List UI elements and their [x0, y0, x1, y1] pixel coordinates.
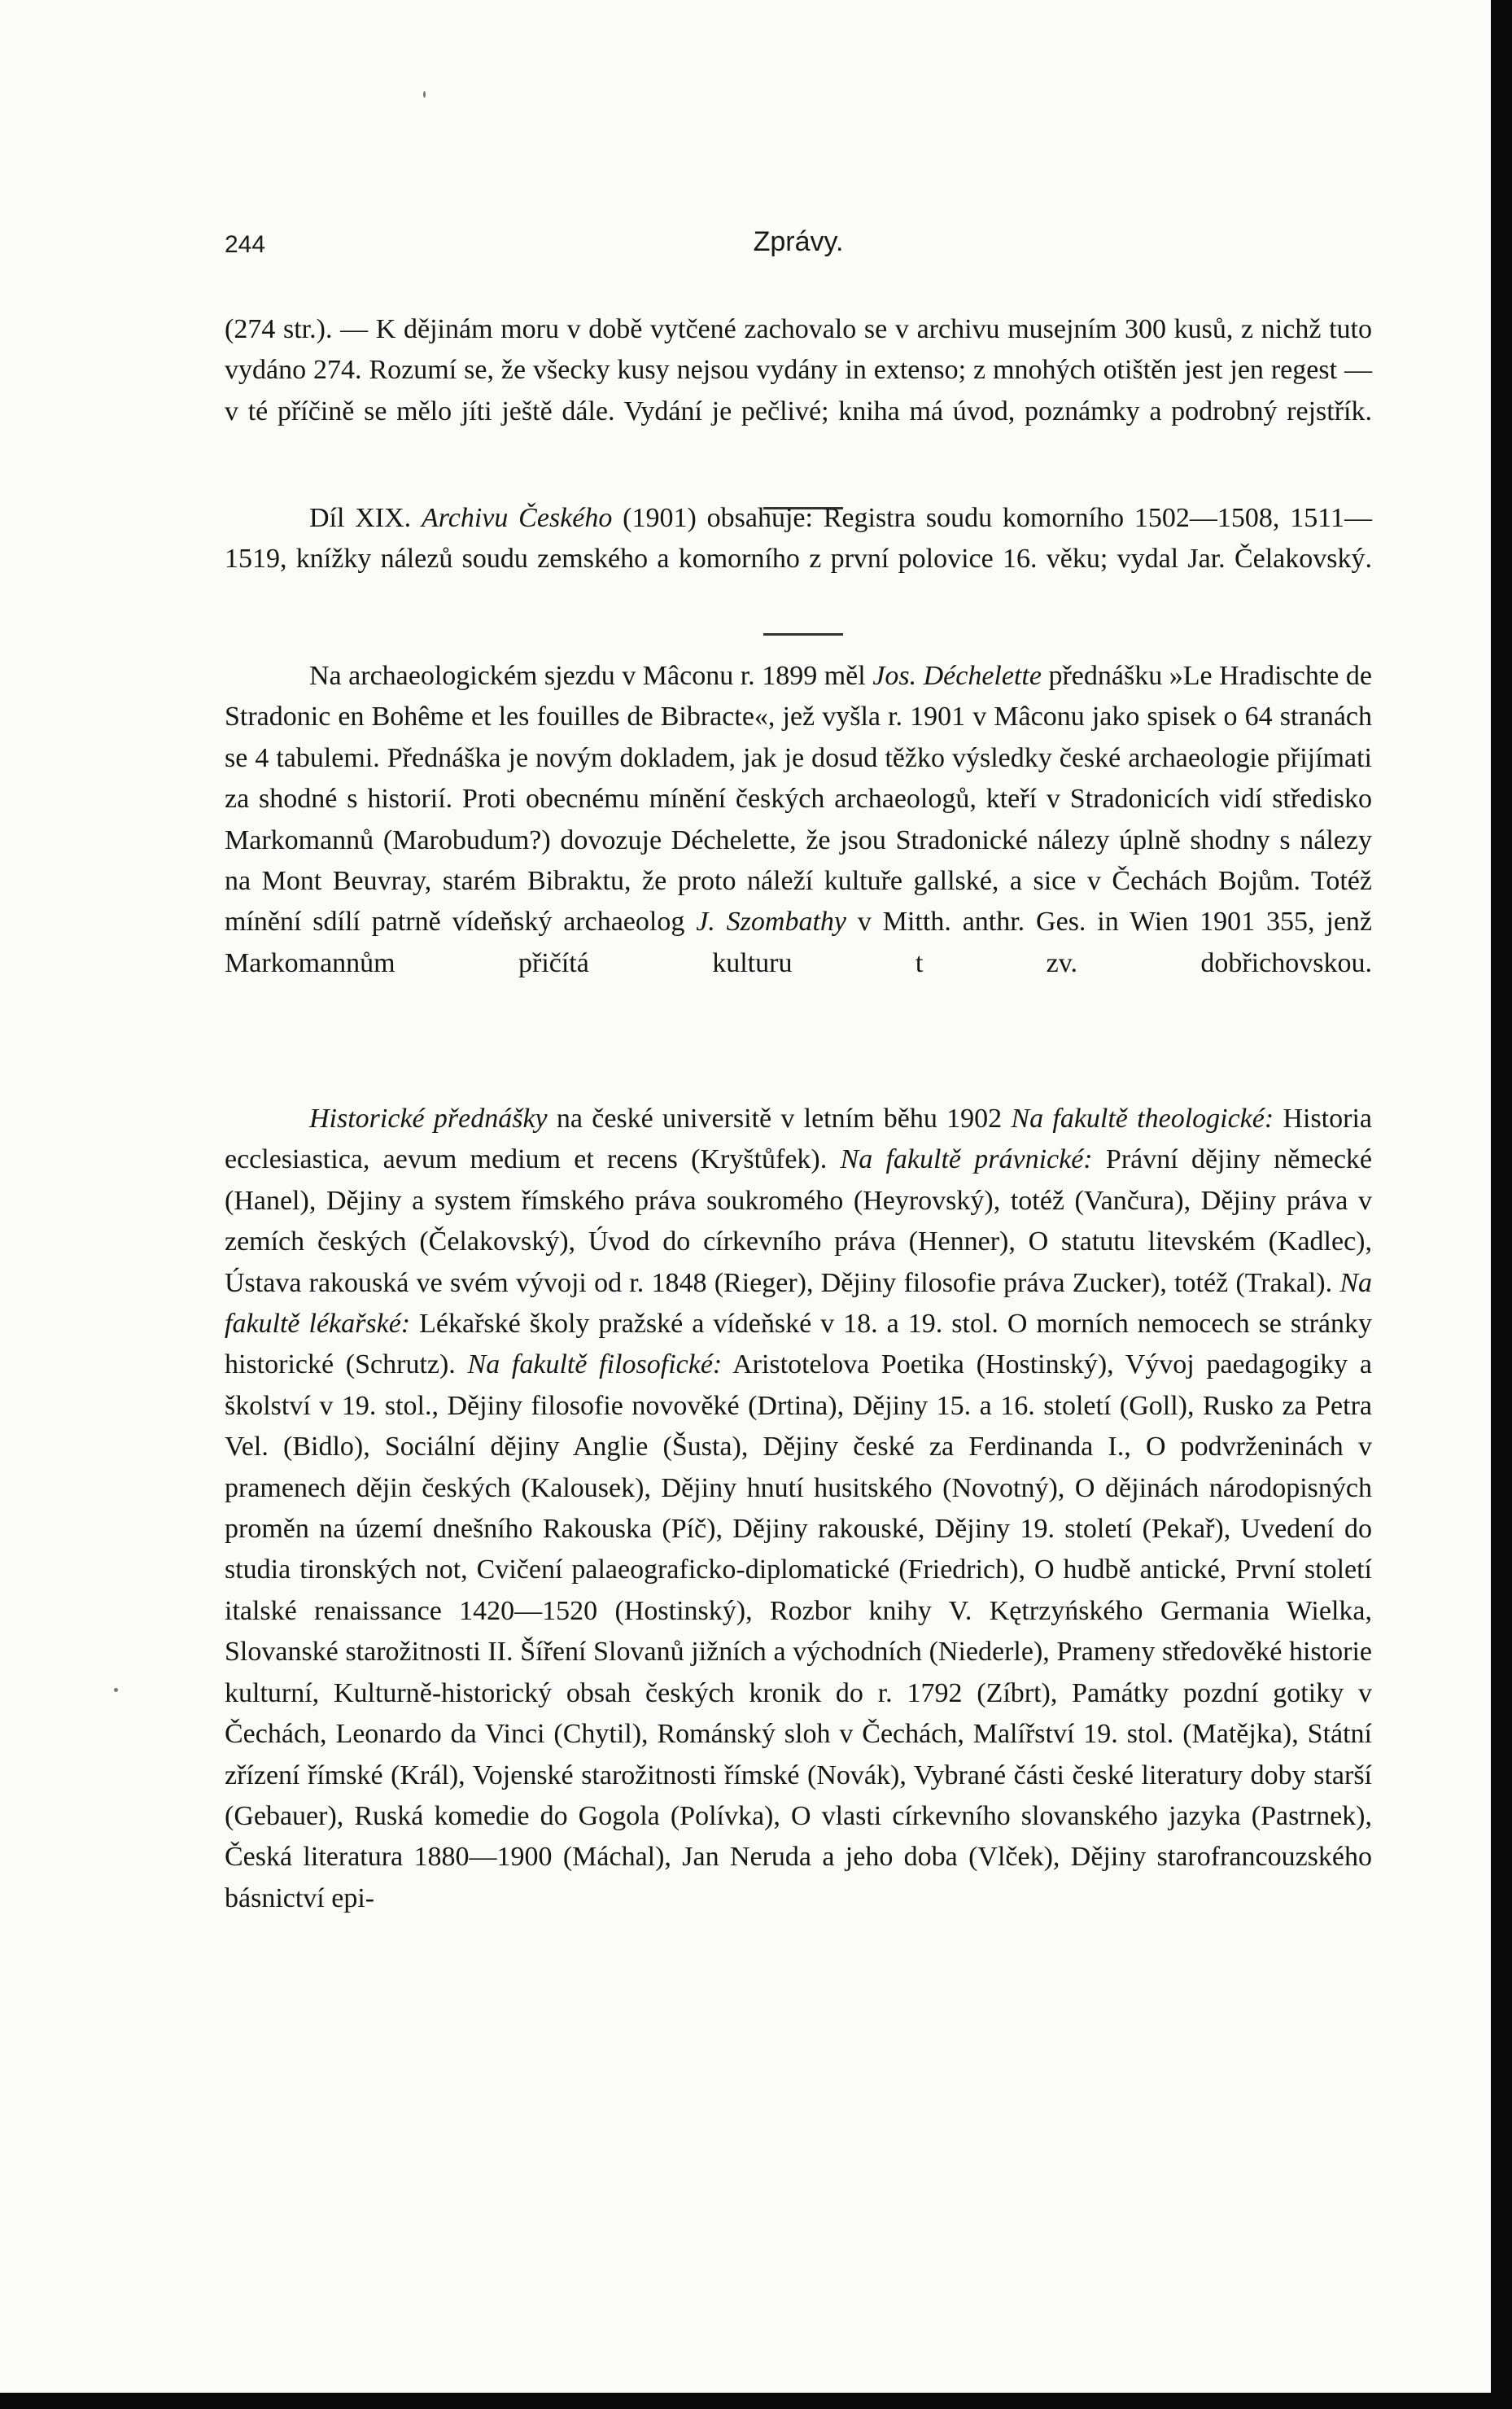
paragraph-text: v Mitth. anthr. Ges. in Wien 1901 355, jenž Markomannům přičítá kulturu t zv. dobřichovskou. [225, 907, 1373, 978]
paragraph-archiv-cesky [225, 498, 1372, 580]
italic-faculty: Na fakultě lékařské: [225, 1267, 1372, 1340]
paragraph-lectures [225, 1099, 1372, 1919]
italic-faculty: Na fakultě theologické: [1011, 1104, 1274, 1134]
italic-heading: Historické přednášky [309, 1104, 548, 1134]
paragraph-plague-archive [225, 309, 1372, 432]
paragraph-dechelette [225, 656, 1372, 984]
scan-border-right [1491, 0, 1512, 2409]
paragraph-text: Právní dějiny německé (Hanel), Dějiny a system římského práva soukromého (Heyrovský), totéž (Vančura), Dějiny práva v zemích českých (Čelakovský), Úvod do církevního práva (Henner), O statutu litevském (Kadlec), Ústava rakouská ve svém vývoji od r. 1848 (Rieger), Dějiny filosofie práva Zucker), totéž (Trakal). [225, 1144, 1373, 1298]
italic-title: Archivu Českého [422, 503, 613, 533]
page-number: 244 [225, 231, 266, 258]
scan-speck [423, 91, 426, 98]
paragraph-text: (274 str.). — K dějinám moru v době vytčené zachovalo se v archivu musejním 300 kusů, z nichž tuto vydáno 274. Rozumí se, že všecky kusy nejsou vydány in extenso; z mnohých otištěn jest jen regest — v té příčině se mělo jíti ještě dále. Vydání je pečlivé; kniha má úvod, poznámky a podrobný rejstřík. [225, 314, 1372, 426]
paragraph-text: na české universitě v letním běhu 1902 [547, 1104, 1012, 1134]
paragraph-text: Na archaeologickém sjezdu v Mâconu r. 1899 měl [309, 661, 873, 691]
scan-border-bottom [0, 2393, 1512, 2409]
paragraph-text: Lékařské školy pražské a vídeňské v 18. a 19. stol. O morních nemocech se stránky historické (Schrutz). [225, 1309, 1372, 1380]
italic-author: J. Szombathy [696, 907, 847, 938]
italic-author: Jos. Déchelette [872, 661, 1042, 691]
scan-speck [114, 1688, 118, 1692]
paragraph-text: Díl XIX. [309, 503, 422, 533]
italic-faculty: Na fakultě právnické: [840, 1144, 1093, 1175]
paragraph-text: Aristotelova Poetika (Hostinský), Vývoj paedagogiky a školství v 19. stol., Dějiny filosofie novověké (Drtina), Dějiny 15. a 16. století (Goll), Rusko za Petra Vel. (Bidlo), Sociální dějiny Anglie (Šusta), Dějiny české za Ferdinanda I., O podvrženinách v pramenech dějin českých (Kalousek), Dějiny hnutí husitského (Novotný), O dějinách národopisných proměn na území dnešního Rakouska (Píč), Dějiny rakouské, Dějiny 19. století (Pekař), Uvedení do studia tironských not, Cvičení palaeograficko-diplomatické (Friedrich), O hudbě antické, První století italské renaissance 1420—1520 (Hostinský), Rozbor knihy V. Kętrzyńského Germania Wielka, Slovanské starožitnosti II. Šíření Slovanů jižních a východních (Niederle), Prameny středověké historie kulturní, Kulturně-historický obsah českých kronik do r. 1792 (Zíbrt), Památky pozdní gotiky v Čechách, Leonardo da Vinci (Chytil), Románský sloh v Čechách, Malířství 19. stol. (Matějka), Státní zřízení římské (Král), Vojenské starožitnosti římské (Novák), Vybrané části české literatury doby starší (Gebauer), Ruská komedie do Gogola (Polívka), O vlasti církevního slovanského jazyka (Pastrnek), Česká literatura 1880—1900 (Máchal), Jan Neruda a jeho doba (Vlček), Dějiny starofrancouzského básnictví epi- [225, 1349, 1372, 1913]
paragraph-text: přednášku »Le Hradischte de Stradonic en Bohême et les fouilles de Bibracte«, jež vyšla r. 1901 v Mâconu jako spisek o 64 stranách se 4 tabulemi. Přednáška je novým dokladem, jak je dosud těžko výsledky české archaeologie přijímati za shodné s historií. Proti obecnému mínění českých archaeologů, kteří v Stradonicích vidí středisko Markomannů (Marobudum?) dovozuje Déchelette, že jsou Stradonické nálezy úplně shodny s nálezy na Mont Beuvray, starém Bibraktu, že proto náleží kultuře gallské, a sice v Čechách Bojům. Totéž mínění sdílí patrně vídeňský archaeolog [225, 661, 1373, 938]
page-header [225, 226, 1372, 267]
paragraph-text: Historia ecclesiastica, aevum medium et recens (Kryštůfek). [225, 1104, 1372, 1175]
section-divider [763, 633, 843, 636]
paragraph-text: (1901) obsahuje: Registra soudu komorního 1502—1508, 1511—1519, knížky nálezů soudu zemského a komorního z první polovice 16. věku; vydal Jar. Čelakovský. [225, 503, 1372, 575]
italic-faculty: Na fakultě filosofické: [467, 1349, 723, 1380]
running-title: Zprávy. [753, 226, 844, 257]
